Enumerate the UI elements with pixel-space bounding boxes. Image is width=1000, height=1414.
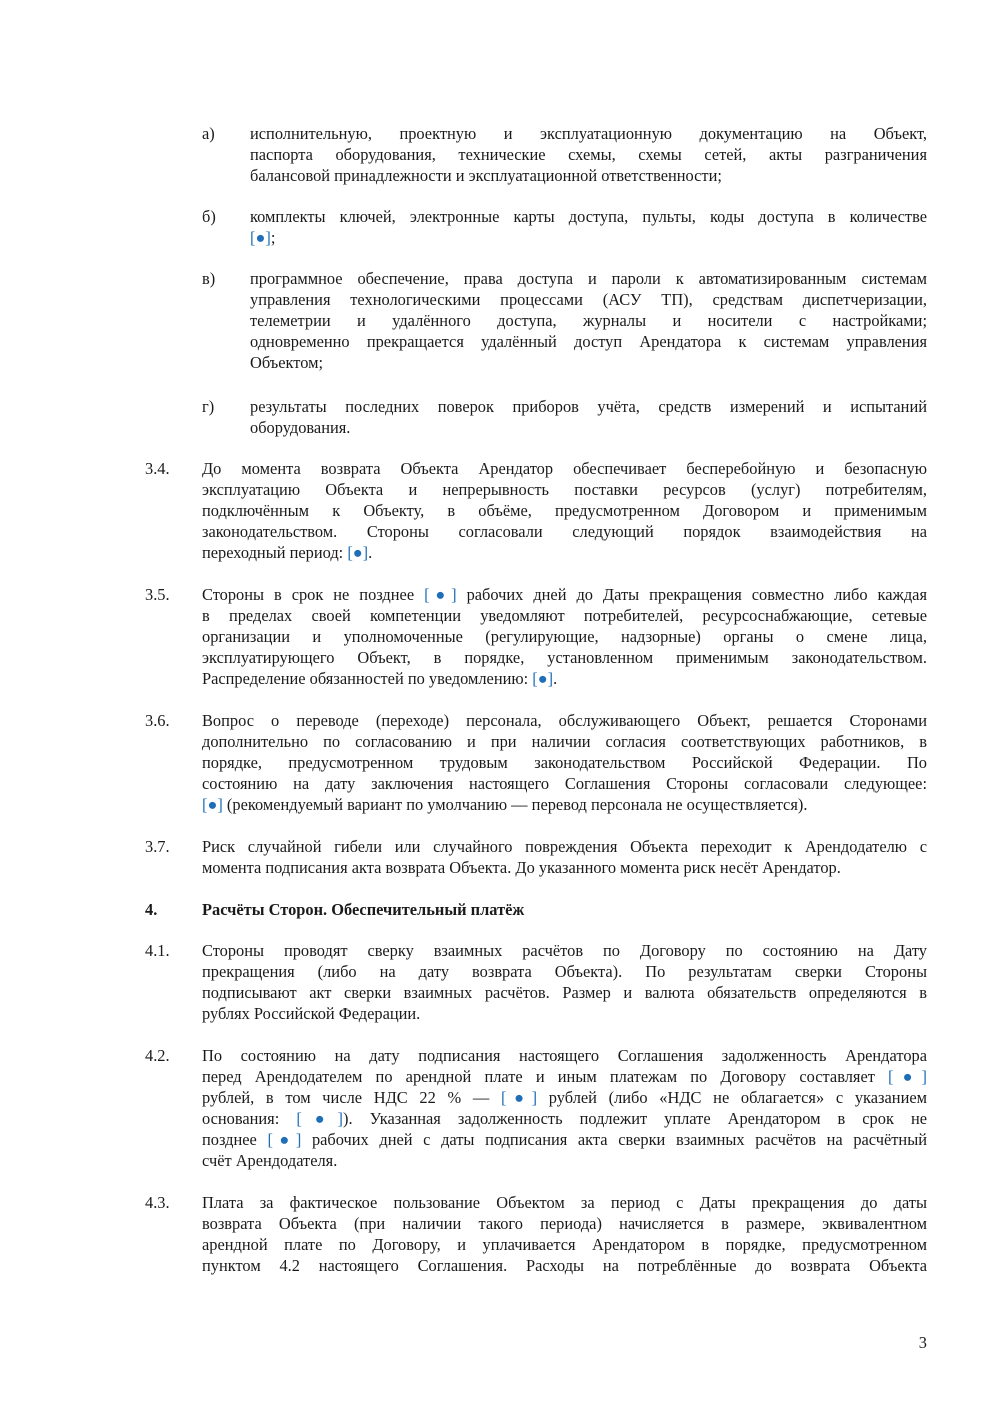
text-line: возврата Объекта (при наличии такого периода) начисляется в размере, эквивалентном: [202, 1214, 927, 1233]
text-fragment: рублей (либо «НДС не облагается» с указанием: [537, 1088, 927, 1107]
section-title: Расчёты Сторон. Обеспечительный платёж: [202, 900, 525, 919]
text-line: Риск случайной гибели или случайного повреждения Объекта переходит к Арендодателю с: [202, 837, 927, 856]
placeholder-marker: [●]: [532, 669, 554, 688]
text-line: Стороны проводят сверку взаимных расчётов по Договору по состоянию на Дату: [202, 941, 927, 960]
clause-number: 3.6.: [145, 711, 170, 730]
text-line: оборудования.: [250, 418, 351, 437]
text-line: [202, 1129, 927, 1150]
text-line: дополнительно по согласованию и при наличии согласия соответствующих работников, в: [202, 732, 927, 751]
subitem-label: в): [202, 269, 216, 288]
text-line: в пределах своей компетенции уведомляют потребителей, ресурсоснабжающие, сетевые: [202, 606, 927, 625]
text-line: эксплуатацию Объекта и непрерывность поставки ресурсов (услуг) потребителям,: [202, 480, 927, 499]
placeholder-marker: [●]: [424, 585, 457, 604]
text-line: [202, 542, 372, 563]
text-line: Плата за фактическое пользование Объектом за период с Даты прекращения до даты: [202, 1193, 927, 1212]
text-line: законодательством. Стороны согласовали следующий порядок взаимодействия на: [202, 522, 927, 541]
text-line: балансовой принадлежности и эксплуатационной ответственности;: [250, 166, 722, 185]
placeholder-marker: [●]: [296, 1109, 343, 1128]
placeholder-marker: [●]: [250, 228, 271, 247]
text-line: [202, 1108, 927, 1129]
subitem-label: г): [202, 397, 215, 416]
text-line: [202, 1087, 927, 1108]
text-line: момента подписания акта возврата Объекта. До указанного момента риск несёт Арендатор.: [202, 858, 841, 877]
text-line: Вопрос о переводе (переходе) персонала, обслуживающего Объект, решается Сторонами: [202, 711, 927, 730]
text-line: одновременно прекращается удалённый доступ Арендатора к системам управления: [250, 332, 927, 351]
placeholder-marker: [●]: [347, 543, 369, 562]
text-fragment: основания:: [202, 1109, 297, 1128]
text-line: результаты последних поверок приборов учёта, средств измерений и испытаний: [250, 397, 927, 416]
text-line: рублях Российской Федерации.: [202, 1004, 421, 1023]
text-line: [202, 584, 927, 605]
text-fragment: .: [553, 669, 558, 688]
text-line: пунктом 4.2 настоящего Соглашения. Расходы на потреблённые до возврата Объекта: [202, 1256, 927, 1275]
text-line: подключённым к Объекту, в объёме, предусмотренном Договором и применимым: [202, 501, 927, 520]
text-fragment: ;: [270, 228, 276, 247]
text-line: подписывают акт сверки взаимных расчётов. Размер и валюта обязательств определяются в: [202, 983, 927, 1002]
text-line: порядке, предусмотренном трудовым законодательством Российской Федерации. По: [202, 753, 927, 772]
text-fragment: переходный период:: [202, 543, 348, 562]
placeholder-marker: [●]: [501, 1088, 538, 1107]
text-fragment: перед Арендодателем по арендной плате и иным платежам по Договору составляет: [202, 1067, 889, 1086]
clause-number: 4.2.: [145, 1046, 170, 1065]
text-line: По состоянию на дату подписания настоящего Соглашения задолженность Арендатора: [202, 1046, 927, 1065]
text-fragment: .: [368, 543, 373, 562]
text-line: эксплуатирующего Объект, в порядке, установленном применимым законодательством.: [202, 648, 927, 667]
clause-number: 4.3.: [145, 1193, 170, 1212]
text-line: состоянию на дату заключения настоящего Соглашения Стороны согласовали следующее:: [202, 774, 927, 793]
text-line: [202, 668, 557, 689]
placeholder-marker: [●]: [202, 795, 223, 814]
text-fragment: рублей, в том числе НДС 22 % —: [202, 1088, 502, 1107]
text-line: счёт Арендодателя.: [202, 1151, 338, 1170]
text-fragment: Распределение обязанностей по уведомлению:: [202, 669, 533, 688]
placeholder-marker: [●]: [267, 1130, 302, 1149]
text-line: Объектом;: [250, 353, 324, 372]
section-number: 4.: [145, 900, 158, 919]
placeholder-marker: [●]: [888, 1067, 927, 1086]
clause-number: 3.7.: [145, 837, 170, 856]
text-fragment: позднее: [202, 1130, 268, 1149]
text-line: [202, 1066, 927, 1087]
subitem-label: б): [202, 207, 216, 226]
text-fragment: рабочих дней до Даты прекращения совместно либо каждая: [456, 585, 927, 604]
text-line: программное обеспечение, права доступа и пароли к автоматизированным системам: [250, 269, 927, 288]
text-line: комплекты ключей, электронные карты доступа, пульты, коды доступа в количестве: [250, 207, 927, 226]
text-fragment: ). Указанная задолженность подлежит уплате Арендатором в срок не: [343, 1109, 927, 1128]
text-line: паспорта оборудования, технические схемы, схемы сетей, акты разграничения: [250, 145, 927, 164]
page-number: 3: [918, 1333, 927, 1352]
subitem-label: а): [202, 124, 215, 143]
text-line: До момента возврата Объекта Арендатор обеспечивает бесперебойную и безопасную: [202, 459, 927, 478]
text-line: [202, 794, 807, 815]
text-line: арендной плате по Договору, и уплачивается Арендатором в порядке, предусмотренном: [202, 1235, 927, 1254]
text-line: управления технологическими процессами (АСУ ТП), средствам диспетчеризации,: [250, 290, 927, 309]
text-fragment: рабочих дней с даты подписания акта сверки взаимных расчётов на расчётный: [301, 1130, 927, 1149]
text-line: [250, 227, 275, 248]
text-fragment: (рекомендуемый вариант по умолчанию — перевод персонала не осуществляется).: [222, 795, 808, 814]
text-line: прекращения (либо на дату возврата Объекта). По результатам сверки Стороны: [202, 962, 927, 981]
clause-number: 3.4.: [145, 459, 170, 478]
text-line: телеметрии и удалённого доступа, журналы и носители с настройками;: [250, 311, 927, 330]
text-fragment: Стороны в срок не позднее: [202, 585, 425, 604]
text-line: исполнительную, проектную и эксплуатационную документацию на Объект,: [250, 124, 927, 143]
text-line: организации и уполномоченные (регулирующие, надзорные) органы о смене лица,: [202, 627, 927, 646]
clause-number: 3.5.: [145, 585, 170, 604]
clause-number: 4.1.: [145, 941, 170, 960]
